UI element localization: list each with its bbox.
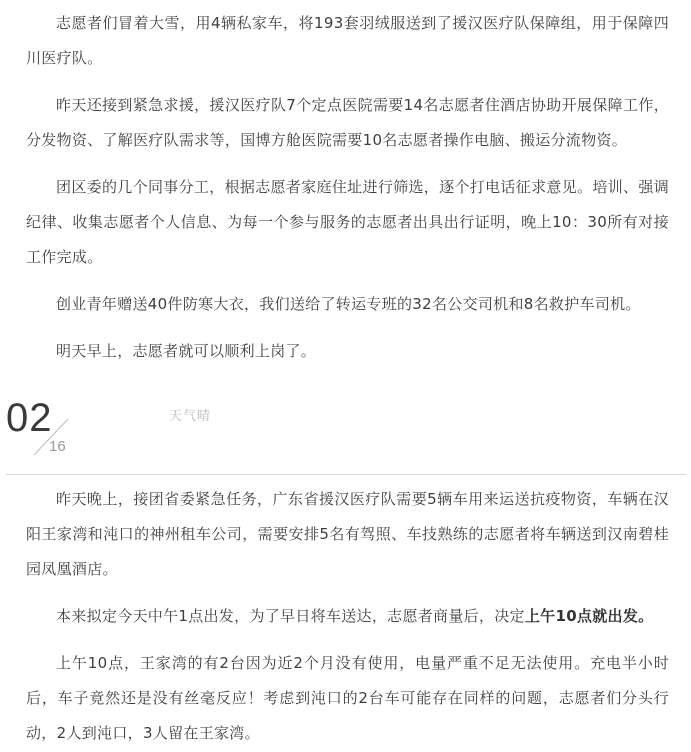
paragraph-text: 本来拟定今天中午1点出发，为了早日将车送达，志愿者商量后，决定 [56, 607, 525, 625]
diary-entry-previous [0, 6, 691, 369]
paragraph: 明天早上，志愿者就可以顺利上岗了。 [56, 342, 317, 360]
paragraph: 团区委的几个同事分工，根据志愿者家庭住址进行筛选，逐个打电话征求意见。培训、强调纪律、收集志愿者个人信息、为每一个参与服务的志愿者出具出行证明，晚上10：30所有对接工作完成。 [26, 178, 669, 266]
date-month: 16 [49, 438, 66, 455]
paragraph: 上午10点，王家湾的有2台因为近2个月没有使用，电量严重不足无法使用。充电半小时后，车子竟然还是没有丝毫反应！考虑到沌口的2台车可能存在同样的问题，志愿者们分头行动，2人到沌口，3人留在王家湾。 [26, 654, 669, 742]
divider [6, 474, 686, 475]
paragraph: 昨天还接到紧急求援，援汉医疗队7个定点医院需要14名志愿者住酒店协助开展保障工作，分发物资、了解医疗队需求等，国博方舱医院需要10名志愿者操作电脑、搬运分流物资。 [26, 96, 669, 149]
paragraph: 志愿者们冒着大雪，用4辆私家车，将193套羽绒服送到了援汉医疗队保障组，用于保障四川医疗队。 [26, 14, 669, 67]
diary-entry-current [0, 482, 691, 751]
date-header [0, 395, 691, 475]
paragraph [0, 599, 691, 634]
paragraph: 昨天晚上，接团省委紧急任务，广东省援汉医疗队需要5辆车用来运送抗疫物资，车辆在汉阳王家湾和沌口的神州租车公司，需要安排5名有驾照、车技熟练的志愿者将车辆送到汉南碧桂园凤凰酒店。 [26, 490, 669, 578]
paragraph: 创业青年赠送40件防寒大衣，我们送给了转运专班的32名公交司机和8名救护车司机。 [56, 295, 641, 313]
weather-label: 天气晴 [169, 409, 212, 424]
emphasized-text: 上午10点就出发。 [524, 607, 654, 625]
date-day: 02 [6, 396, 53, 440]
